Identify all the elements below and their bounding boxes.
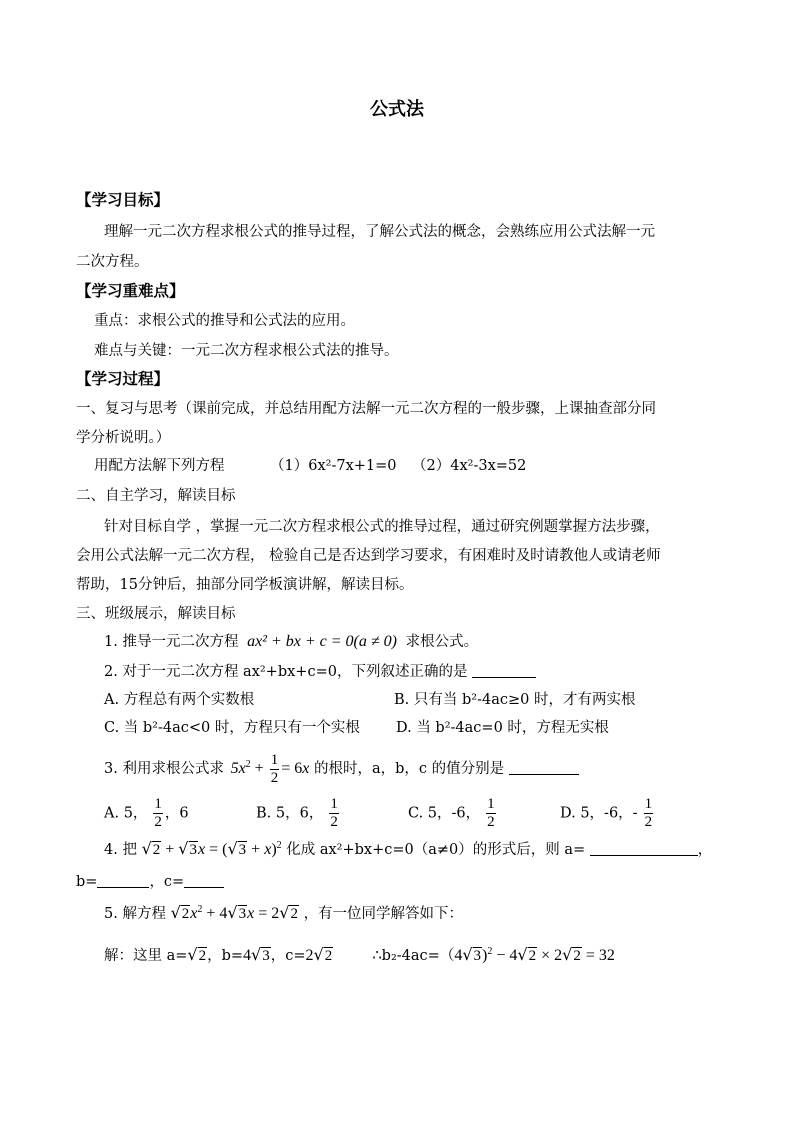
q4-suffix: 化成 ax²+bx+c=0（a≠0）的形式后，则 a= <box>286 842 586 858</box>
part2-text-line1: 针对目标自学 ，掌握一元二次方程求根公式的推导过程，通过研究例题掌握方法步骤， <box>104 519 660 535</box>
q1-equation: ax² + bx + c = 0(a ≠ 0) <box>247 633 397 650</box>
key-point-text: 重点：求根公式的推导和公式法的应用。 <box>94 313 355 329</box>
q5-suffix: ，有一位同学解答如下： <box>303 906 464 922</box>
sol-c-value: 2√2 <box>305 945 333 964</box>
question-3 <box>104 752 579 787</box>
objective-heading: 【学习目标】 <box>76 190 170 209</box>
q4-line2: b= ，c= <box>76 872 224 892</box>
q2-option-a: A. 方程总有两个实数根 <box>104 692 255 708</box>
q4-c-blank[interactable] <box>184 873 224 888</box>
question-4: 4. 把 $√2 + √3x = (√3 + x)^2$ 化成 ax²+bx+c=0（a≠0）的形式后，则 a= ， <box>104 839 713 858</box>
difficulty-heading: 【学习重难点】 <box>76 281 185 300</box>
q3-option-b: B. 5，6， $\frac{1}{2}$ <box>256 796 338 830</box>
q3-equation: $5x^2$ + $\frac{1}{2}$ = 6x <box>230 752 310 786</box>
q2-option-b: B. 只有当 b²-4ac≥0 时，才有两实根 <box>394 692 636 708</box>
process-heading: 【学习过程】 <box>76 369 170 388</box>
q3-option-c: C. 5，-6， $\frac{1}{2}$ <box>408 796 495 830</box>
q3-suffix: 的根时，a，b，c 的值分别是 <box>313 761 505 778</box>
q4-prefix: 4. 把 <box>104 842 137 858</box>
part3-heading: 三、班级展示，解读目标 <box>76 606 236 622</box>
q2-prefix: 2. 对于一元二次方程 ax²+bx+c=0，下列叙述正确的是 <box>104 664 468 680</box>
part1-exercise-1: （1）6x²-7x+1=0 <box>270 458 397 474</box>
q3-option-d: D. 5，-6，- $\frac{1}{2}$ <box>560 796 653 830</box>
q5-prefix: 5. 解方程 <box>104 906 166 922</box>
q5-equation: $√2x^2 + 4√3x = 2√2$ <box>170 903 298 922</box>
objective-text-line1: 理解一元二次方程求根公式的推导过程，了解公式法的概念，会熟练应用公式法解一元 <box>104 224 655 240</box>
q3-option-a: A. 5， $\frac{1}{2}$ ，6 <box>104 796 189 830</box>
difficulty-point-text: 难点与关键：一元二次方程求根公式法的推导。 <box>94 343 399 359</box>
part1-exercise-2: （2）4x²-3x=52 <box>412 458 527 474</box>
objective-text-line2: 二次方程。 <box>76 254 149 270</box>
q4-expression: $√2 + √3x = (√3 + x)^2$ <box>141 839 282 858</box>
part1-intro-line2: 学分析说明。） <box>76 430 171 446</box>
q4-b-blank[interactable] <box>97 873 149 888</box>
q5-solution-line: 解：这里 a=√2，b=4√3，c=2√2 ∴b₂-4ac=（4√3)$^2$ − 4√2 × 2√2 = 32 <box>104 945 615 964</box>
page-title: 公式法 <box>370 99 424 120</box>
q2-answer-blank[interactable] <box>472 663 536 678</box>
question-2 <box>104 662 536 682</box>
sol-b-value: 4√3 <box>243 945 270 964</box>
part1-intro-line1: 一、复习与思考（课前完成，并总结用配方法解一元二次方程的一般步骤，上课抽查部分同 <box>76 401 656 417</box>
q2-option-c: C. 当 b²-4ac<0 时，方程只有一个实根 <box>104 720 360 736</box>
sol-discriminant: 4√3)$^2$ − 4√2 × 2√2 = 32 <box>454 945 615 964</box>
part2-text-line2: 会用公式法解一元二次方程， 检验自己是否达到学习要求，有困难时及时请教他人或请老师 <box>76 548 661 564</box>
part2-heading: 二、自主学习，解读目标 <box>76 488 236 504</box>
q1-prefix: 1. 推导一元二次方程 <box>104 634 239 650</box>
q2-option-d: D. 当 b²-4ac=0 时，方程无实根 <box>396 720 609 736</box>
q3-answer-blank[interactable] <box>509 760 579 775</box>
part1-exercise-prefix: 用配方法解下列方程 <box>94 458 225 474</box>
sol-a-value: √2 <box>187 945 207 964</box>
question-1 <box>104 632 478 652</box>
q3-prefix: 3. 利用求根公式求 <box>104 761 224 778</box>
q1-suffix: 求根公式。 <box>405 634 479 650</box>
question-5 <box>104 902 463 925</box>
q4-a-blank[interactable] <box>590 841 698 856</box>
part2-text-line3: 帮助，15分钟后，抽部分同学板演讲解，解读目标。 <box>76 577 414 593</box>
